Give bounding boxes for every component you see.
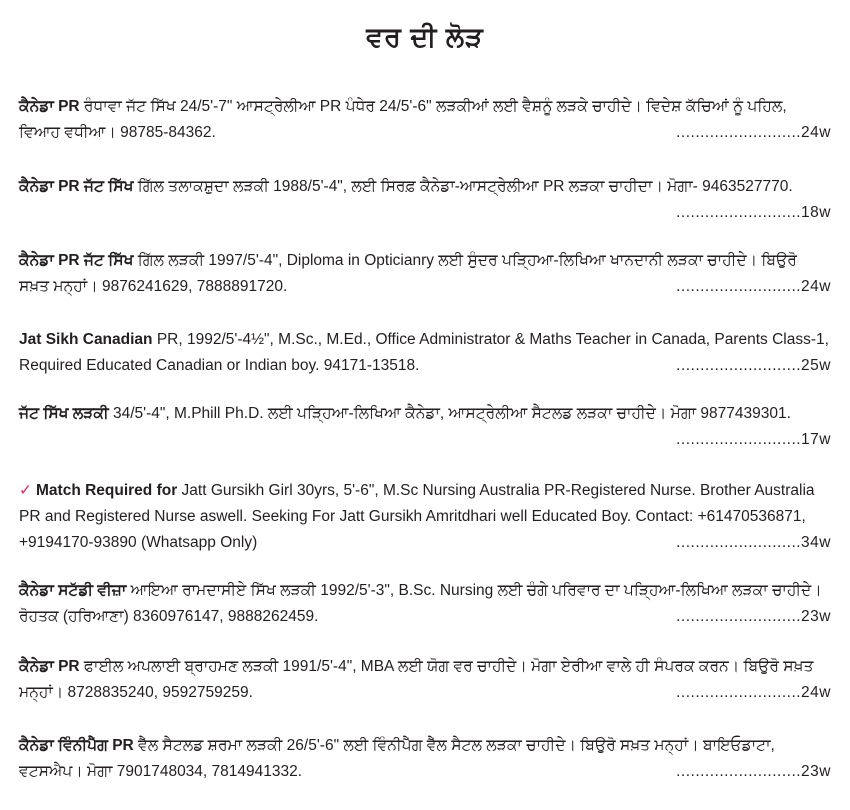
ad-body: ਫਾਈਲ ਅਪਲਾਈ ਬ੍ਰਾਹਮਣ ਲੜਕੀ 1991/5'-4", MBA ਲਈ ਯੋਗ ਵਰ ਚਾਹੀਦੇ। ਮੋਗਾ ਏਰੀਆ ਵਾਲੇ ਹੀ ਸੰਪਰਕ ਕਰਨ। ਬਿਉਰੋ ਸਖ਼ਤ ਮਨ੍ਹਾਂ। 8728835240, 9592759259. (19, 658, 814, 701)
classified-ad (19, 174, 831, 226)
ad-body: 34/5'-4", M.Phill Ph.D. ਲਈ ਪੜ੍ਹਿਆ-ਲਿਖਿਆ ਕੈਨੇਡਾ, ਆਸਟ੍ਰੇਲੀਆ ਸੈਟਲਡ ਲੜਕਾ ਚਾਹੀਦੇ। ਮੋਗਾ 9877439301. (108, 405, 791, 422)
ad-body: Jatt Gursikh Girl 30yrs, 5'-6", M.Sc Nursing Australia PR-Registered Nurse. Brother Australia PR and Registered Nurse aswell. Seeking For Jatt Gursikh Amritdhari well Educated Boy. Contact: +61470536871, +9194170-93890 (Whatsapp Only) (19, 482, 815, 551)
ad-lead: ਕੈਨੇਡਾ PR (19, 658, 80, 675)
ad-code: ..........................25w (676, 357, 831, 374)
classified-ad (19, 327, 831, 379)
ad-lead: Match Required for (36, 482, 178, 499)
ad-lead: ਜੱਟ ਸਿੱਖ ਲੜਕੀ (19, 405, 109, 422)
ad-code: ..........................24w (676, 124, 831, 141)
ad-lead: Jat Sikh Canadian (19, 331, 153, 348)
ad-body: PR, 1992/5'-4½", M.Sc., M.Ed., Office Administrator & Maths Teacher in Canada, Parents Class-1, Required Educated Canadian or Indian boy. 94171-13518. (19, 331, 829, 374)
classified-ad (19, 733, 831, 785)
ad-lead: ਕੈਨੇਡਾ PR ਜੱਟ ਸਿੱਖ (19, 252, 134, 269)
classified-ad (19, 578, 831, 630)
ad-body: ਵੈੱਲ ਸੈਟਲਡ ਸ਼ਰਮਾ ਲੜਕੀ 26/5'-6" ਲਈ ਵਿੰਨੀਪੈੱਗ ਵੈੱਲ ਸੈਟਲ ਲੜਕਾ ਚਾਹੀਦੇ। ਬਿਉਰੋ ਸਖ਼ਤ ਮਨ੍ਹਾਂ। ਬਾਇਓਡਾਟਾ, ਵਟਸਐਪ। ਮੋਗਾ 7901748034, 7814941332. (19, 737, 775, 780)
ad-lead: ਕੈਨੇਡਾ ਵਿੰਨੀਪੈੱਗ PR (19, 737, 134, 754)
ad-code: ..........................23w (676, 763, 831, 780)
classified-ad (19, 94, 831, 146)
ad-code: ..........................24w (676, 684, 831, 701)
check-icon: ✓ (19, 482, 32, 499)
ad-code: ..........................23w (676, 608, 831, 625)
ad-body: ਆਇਆ ਰਾਮਦਾਸੀਏ ਸਿੱਖ ਲੜਕੀ 1992/5'-3", B.Sc. Nursing ਲਈ ਚੰਗੇ ਪਰਿਵਾਰ ਦਾ ਪੜ੍ਹਿਆ-ਲਿਖਿਆ ਲੜਕਾ ਚਾਹੀਦੇ। ਰੋਹਤਕ (ਹਰਿਆਣਾ) 8360976147, 9888262459. (19, 582, 822, 625)
ad-code: ..........................34w (676, 534, 831, 551)
ad-code: ..........................18w (676, 204, 831, 221)
classified-ad (19, 401, 831, 453)
ad-lead: ਕੈਨੇਡਾ PR (19, 98, 80, 115)
ad-code: ..........................24w (676, 278, 831, 295)
section-heading: ਵਰ ਦੀ ਲੋੜ (366, 22, 484, 52)
ad-body: ਰੰਧਾਵਾ ਜੱਟ ਸਿੱਖ 24/5'-7" ਆਸਟ੍ਰੇਲੀਆ PR ਪੰਧੇਰ 24/5'-6" ਲੜਕੀਆਂ ਲਈ ਵੈਸ਼ਨੂੰ ਲੜਕੇ ਚਾਹੀਦੇ। ਵਿਦੇਸ਼ ਕੱਚਿਆਂ ਨੂੰ ਪਹਿਲ, ਵਿਆਹ ਵਧੀਆ। 98785-84362. (19, 98, 787, 141)
ad-code: ..........................17w (676, 431, 831, 448)
ad-lead: ਕੈਨੇਡਾ PR ਜੱਟ ਸਿੱਖ (19, 178, 134, 195)
classified-ad (19, 248, 831, 300)
ad-body: ਗਿੱਲ ਤਲਾਕਸ਼ੁਦਾ ਲੜਕੀ 1988/5'-4", ਲਈ ਸਿਰਫ਼ ਕੈਨੇਡਾ-ਆਸਟ੍ਰੇਲੀਆ PR ਲੜਕਾ ਚਾਹੀਦਾ। ਮੋਗਾ- 9463527770. (133, 178, 793, 195)
ad-lead: ਕੈਨੇਡਾ ਸਟੱਡੀ ਵੀਜ਼ਾ (19, 582, 127, 599)
classified-ad (19, 654, 831, 706)
ad-body: ਗਿੱਲ ਲੜਕੀ 1997/5'-4", Diploma in Opticianry ਲਈ ਸੁੰਦਰ ਪੜ੍ਹਿਆ-ਲਿਖਿਆ ਖਾਨਦਾਨੀ ਲੜਕਾ ਚਾਹੀਦੇ। ਬਿਉਰੋ ਸਖ਼ਤ ਮਨ੍ਹਾਂ। 9876241629, 7888891720. (19, 252, 797, 295)
classified-ad (19, 478, 831, 556)
